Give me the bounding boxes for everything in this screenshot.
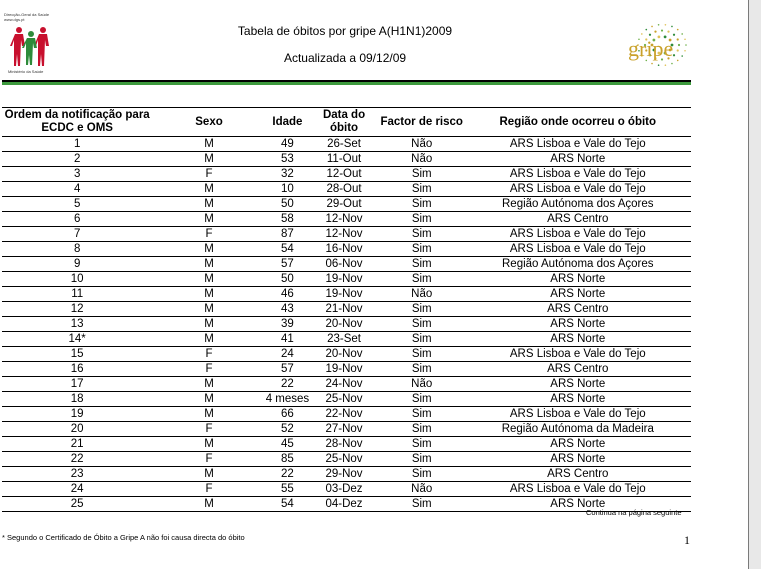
- footnote: * Segundo o Certificado de Óbito a Gripe A não foi causa directa do óbito: [2, 533, 245, 542]
- table-row: [2, 377, 691, 392]
- table-header-row: [2, 108, 691, 137]
- cell-sex: F: [152, 362, 265, 377]
- table-row: [2, 227, 691, 242]
- cell-risk: Sim: [379, 167, 465, 182]
- cell-sex: F: [152, 482, 265, 497]
- cell-age: 46: [266, 287, 309, 302]
- cell-date: 19-Nov: [309, 272, 379, 287]
- cell-risk: Não: [379, 377, 465, 392]
- logo-dot: [673, 34, 675, 36]
- cell-date: 25-Nov: [309, 392, 379, 407]
- page-title: Tabela de óbitos por gripe A(H1N1)2009: [237, 24, 453, 38]
- cell-risk: Sim: [379, 242, 465, 257]
- cell-age: 49: [266, 137, 309, 152]
- cell-risk: Não: [379, 152, 465, 167]
- cell-region: ARS Norte: [465, 452, 691, 467]
- cell-region: ARS Lisboa e Vale do Tejo: [465, 137, 691, 152]
- cell-date: 11-Out: [309, 152, 379, 167]
- org-url: www.dgs.pt: [4, 17, 25, 22]
- cell-date: 19-Nov: [309, 362, 379, 377]
- cell-sex: M: [152, 182, 265, 197]
- cell-date: 12-Nov: [309, 212, 379, 227]
- logo-dot: [678, 44, 680, 46]
- viewer-background: [749, 0, 761, 569]
- cell-sex: M: [152, 497, 265, 512]
- logo-dot: [685, 44, 687, 46]
- cell-age: 87: [266, 227, 309, 242]
- cell-age: 22: [266, 467, 309, 482]
- cell-age: 58: [266, 212, 309, 227]
- logo-dot: [671, 63, 673, 65]
- cell-sex: F: [152, 227, 265, 242]
- cell-age: 45: [266, 437, 309, 452]
- cell-date: 29-Out: [309, 197, 379, 212]
- table-row: [2, 242, 691, 257]
- cell-risk: Sim: [379, 437, 465, 452]
- cell-sex: M: [152, 392, 265, 407]
- table-row: [2, 197, 691, 212]
- cell-age: 24: [266, 347, 309, 362]
- cell-sex: F: [152, 167, 265, 182]
- cell-risk: Sim: [379, 227, 465, 242]
- cell-region: ARS Centro: [465, 302, 691, 317]
- cell-age: 41: [266, 332, 309, 347]
- header-region: Região onde ocorreu o óbito: [465, 108, 691, 137]
- cell-sex: M: [152, 437, 265, 452]
- cell-region: ARS Lisboa e Vale do Tejo: [465, 347, 691, 362]
- cell-region: ARS Lisboa e Vale do Tejo: [465, 242, 691, 257]
- cell-sex: M: [152, 407, 265, 422]
- cell-order: 24: [2, 482, 152, 497]
- cell-date: 24-Nov: [309, 377, 379, 392]
- table-row: [2, 452, 691, 467]
- cell-region: ARS Norte: [465, 377, 691, 392]
- cell-date: 16-Nov: [309, 242, 379, 257]
- table-row: [2, 317, 691, 332]
- logo-dot: [671, 26, 673, 28]
- logo-dot: [665, 24, 667, 26]
- cell-age: 85: [266, 452, 309, 467]
- cell-order: 1: [2, 137, 152, 152]
- gripe-logo: [622, 18, 690, 76]
- table-row: [2, 167, 691, 182]
- cell-sex: M: [152, 272, 265, 287]
- cell-age: 55: [266, 482, 309, 497]
- table-row: [2, 347, 691, 362]
- table-row: [2, 302, 691, 317]
- cell-order: 4: [2, 182, 152, 197]
- cell-sex: F: [152, 422, 265, 437]
- cell-date: 26-Set: [309, 137, 379, 152]
- cell-risk: Sim: [379, 212, 465, 227]
- cell-order: 22: [2, 452, 152, 467]
- cell-risk: Sim: [379, 497, 465, 512]
- cell-age: 50: [266, 197, 309, 212]
- cell-date: 29-Nov: [309, 467, 379, 482]
- org-name-top: Direcção-Geral da Saúde: [4, 12, 50, 17]
- cell-risk: Sim: [379, 452, 465, 467]
- table-row: [2, 212, 691, 227]
- table-row: [2, 182, 691, 197]
- logo-dot: [677, 38, 679, 40]
- cell-sex: M: [152, 197, 265, 212]
- cell-region: ARS Lisboa e Vale do Tejo: [465, 482, 691, 497]
- cell-order: 13: [2, 317, 152, 332]
- table-row: [2, 362, 691, 377]
- logo-dot: [677, 60, 679, 62]
- table-row: [2, 437, 691, 452]
- logo-dot: [681, 33, 683, 35]
- cell-region: ARS Lisboa e Vale do Tejo: [465, 167, 691, 182]
- table-row: [2, 287, 691, 302]
- cell-sex: M: [152, 302, 265, 317]
- cell-order: 10: [2, 272, 152, 287]
- cell-risk: Sim: [379, 407, 465, 422]
- cell-sex: M: [152, 467, 265, 482]
- cell-order: 9: [2, 257, 152, 272]
- cell-date: 21-Nov: [309, 302, 379, 317]
- cell-age: 22: [266, 377, 309, 392]
- cell-region: ARS Lisboa e Vale do Tejo: [465, 407, 691, 422]
- cell-order: 12: [2, 302, 152, 317]
- logo-dot: [645, 29, 647, 31]
- table-row: [2, 392, 691, 407]
- cell-order: 20: [2, 422, 152, 437]
- cell-risk: Sim: [379, 362, 465, 377]
- cell-sex: M: [152, 377, 265, 392]
- cell-region: ARS Centro: [465, 362, 691, 377]
- cell-date: 12-Nov: [309, 227, 379, 242]
- deaths-table: [2, 107, 691, 512]
- cell-date: 03-Dez: [309, 482, 379, 497]
- cell-risk: Sim: [379, 257, 465, 272]
- cell-age: 52: [266, 422, 309, 437]
- cell-region: ARS Norte: [465, 152, 691, 167]
- logo-dot: [641, 33, 643, 35]
- cell-date: 25-Nov: [309, 452, 379, 467]
- header-death-date: Data do óbito: [309, 108, 379, 137]
- header-rule-green: [2, 82, 691, 85]
- cell-risk: Não: [379, 482, 465, 497]
- cell-age: 10: [266, 182, 309, 197]
- logo-dot: [684, 38, 686, 40]
- logo-dot: [651, 63, 653, 65]
- cell-age: 54: [266, 497, 309, 512]
- logo-dot: [658, 24, 660, 26]
- cell-age: 53: [266, 152, 309, 167]
- cell-sex: M: [152, 317, 265, 332]
- table-row: [2, 422, 691, 437]
- logo-dot: [677, 29, 679, 31]
- table-row: [2, 152, 691, 167]
- cell-region: ARS Lisboa e Vale do Tejo: [465, 182, 691, 197]
- cell-age: 57: [266, 257, 309, 272]
- dgs-logo: [4, 12, 64, 80]
- cell-date: 20-Nov: [309, 347, 379, 362]
- cell-age: 50: [266, 272, 309, 287]
- cell-order: 6: [2, 212, 152, 227]
- cell-order: 5: [2, 197, 152, 212]
- cell-order: 17: [2, 377, 152, 392]
- cell-order: 8: [2, 242, 152, 257]
- cell-risk: Sim: [379, 317, 465, 332]
- cell-date: 27-Nov: [309, 422, 379, 437]
- cell-age: 54: [266, 242, 309, 257]
- cell-risk: Sim: [379, 197, 465, 212]
- logo-dot: [654, 31, 656, 33]
- cell-region: ARS Centro: [465, 212, 691, 227]
- table-body: [2, 137, 691, 512]
- cell-region: Região Autónoma dos Açores: [465, 197, 691, 212]
- cell-date: 28-Nov: [309, 437, 379, 452]
- cell-order: 3: [2, 167, 152, 182]
- cell-age: 4 meses: [265, 392, 310, 405]
- cell-age: 57: [266, 362, 309, 377]
- logo-dot: [677, 49, 679, 51]
- header-age: Idade: [266, 108, 309, 137]
- cell-region: ARS Norte: [465, 272, 691, 287]
- cell-sex: M: [152, 137, 265, 152]
- cell-region: ARS Norte: [465, 332, 691, 347]
- cell-region: ARS Norte: [465, 437, 691, 452]
- cell-age: 32: [266, 167, 309, 182]
- cell-order: 18: [2, 392, 152, 407]
- cell-order: 11: [2, 287, 152, 302]
- cell-date: 12-Out: [309, 167, 379, 182]
- cell-age: 39: [266, 317, 309, 332]
- logo-dot: [658, 64, 660, 66]
- cell-risk: Não: [379, 287, 465, 302]
- cell-sex: F: [152, 347, 265, 362]
- cell-date: 20-Nov: [309, 317, 379, 332]
- cell-risk: Sim: [379, 302, 465, 317]
- cell-risk: Sim: [379, 182, 465, 197]
- logo-dot: [661, 29, 663, 31]
- logo-dot: [667, 31, 669, 33]
- cell-date: 04-Dez: [309, 497, 379, 512]
- cell-sex: M: [152, 242, 265, 257]
- cell-age: 43: [266, 302, 309, 317]
- gripe-logo-word: gripe: [628, 36, 674, 61]
- cell-order: 15: [2, 347, 152, 362]
- cell-order: 21: [2, 437, 152, 452]
- cell-region: ARS Norte: [465, 497, 691, 512]
- cell-order: 14*: [2, 332, 152, 347]
- table-row: [2, 407, 691, 422]
- cell-region: Região Autónoma da Madeira: [465, 422, 691, 437]
- cell-order: 23: [2, 467, 152, 482]
- cell-age: 66: [266, 407, 309, 422]
- logo-dot: [681, 55, 683, 57]
- cell-risk: Sim: [379, 332, 465, 347]
- table-row: [2, 482, 691, 497]
- table-row: [2, 257, 691, 272]
- table-row: [2, 272, 691, 287]
- page-number: 1: [684, 533, 690, 547]
- header-order: Ordem da notificação para ECDC e OMS: [2, 108, 152, 137]
- cell-risk: Sim: [379, 272, 465, 287]
- cell-date: 22-Nov: [309, 407, 379, 422]
- logo-dot: [651, 26, 653, 28]
- cell-date: 19-Nov: [309, 287, 379, 302]
- cell-risk: Não: [379, 137, 465, 152]
- header-sex: Sexo: [152, 108, 265, 137]
- cell-region: ARS Lisboa e Vale do Tejo: [465, 227, 691, 242]
- cell-risk: Sim: [379, 467, 465, 482]
- cell-order: 19: [2, 407, 152, 422]
- table-row: [2, 137, 691, 152]
- cell-sex: M: [152, 212, 265, 227]
- table-row: [2, 332, 691, 347]
- cell-risk: Sim: [379, 392, 465, 407]
- logo-dot: [684, 50, 686, 52]
- cell-sex: M: [152, 152, 265, 167]
- logo-dot: [665, 64, 667, 66]
- cell-sex: M: [152, 332, 265, 347]
- cell-date: 28-Out: [309, 182, 379, 197]
- cell-region: ARS Norte: [465, 287, 691, 302]
- cell-order: 7: [2, 227, 152, 242]
- cell-region: ARS Centro: [465, 467, 691, 482]
- cell-order: 16: [2, 362, 152, 377]
- cell-region: ARS Norte: [465, 392, 691, 407]
- cell-order: 2: [2, 152, 152, 167]
- page-subtitle: Actualizada a 09/12/09: [283, 51, 407, 65]
- cell-risk: Sim: [379, 422, 465, 437]
- cell-risk: Sim: [379, 347, 465, 362]
- cell-sex: M: [152, 257, 265, 272]
- continued-note: Continua na página seguinte: [586, 508, 682, 517]
- cell-date: 23-Set: [309, 332, 379, 347]
- cell-region: Região Autónoma dos Açores: [465, 257, 691, 272]
- dgs-figures-icon: [10, 25, 54, 67]
- cell-region: ARS Norte: [465, 317, 691, 332]
- table-row: [2, 467, 691, 482]
- cell-sex: M: [152, 287, 265, 302]
- org-name-bottom: Ministério da Saúde: [8, 69, 44, 74]
- logo-dot: [673, 54, 675, 56]
- cell-sex: F: [152, 452, 265, 467]
- header-risk-factor: Factor de risco: [379, 108, 465, 137]
- cell-date: 06-Nov: [309, 257, 379, 272]
- cell-order: 25: [2, 497, 152, 512]
